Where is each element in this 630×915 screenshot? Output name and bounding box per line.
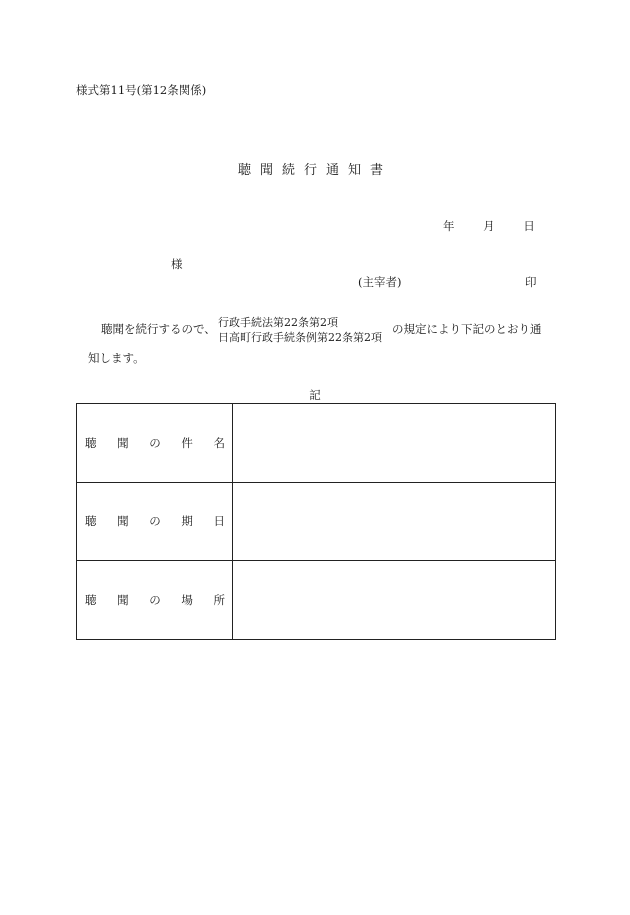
value-hearing-place[interactable] bbox=[233, 561, 556, 640]
host-label: (主宰者) bbox=[358, 275, 402, 289]
date-line bbox=[443, 218, 535, 234]
law-option-national: 行政手続法第22条第2項 bbox=[218, 316, 338, 329]
label-char: 場 bbox=[181, 593, 193, 608]
label-char: 聴 bbox=[85, 593, 97, 608]
value-hearing-subject[interactable] bbox=[233, 404, 556, 483]
document-title: 聴聞続行通知書 bbox=[237, 163, 392, 178]
addressee-honorific: 様 bbox=[171, 257, 183, 271]
label-char: 聞 bbox=[117, 593, 129, 608]
label-char: 聴 bbox=[85, 435, 97, 450]
label-char: 聴 bbox=[85, 514, 97, 529]
body-text-suffix: の規定により下記のとおり通 bbox=[392, 322, 542, 336]
table-row-hearing-place bbox=[77, 561, 556, 640]
seal-mark: 印 bbox=[525, 275, 537, 289]
date-month-label: 月 bbox=[483, 219, 495, 233]
body-text-prefix: 聴聞を続行するので、 bbox=[101, 322, 216, 336]
label-char: 所 bbox=[213, 593, 225, 608]
label-char: 件 bbox=[181, 435, 193, 450]
label-char: の bbox=[149, 514, 161, 529]
label-char: の bbox=[149, 593, 161, 608]
label-hearing-date bbox=[77, 482, 233, 561]
label-hearing-place bbox=[77, 561, 233, 640]
form-number: 様式第11号(第12条関係) bbox=[76, 83, 207, 97]
table-row-hearing-date bbox=[77, 482, 556, 561]
table-row-hearing-subject bbox=[77, 404, 556, 483]
label-char: 期 bbox=[181, 514, 193, 529]
value-hearing-date[interactable] bbox=[233, 482, 556, 561]
date-day-label: 日 bbox=[523, 219, 535, 233]
label-char: の bbox=[149, 435, 161, 450]
label-hearing-subject bbox=[77, 404, 233, 483]
label-char: 聞 bbox=[117, 435, 129, 450]
label-char: 聞 bbox=[117, 514, 129, 529]
record-heading: 記 bbox=[309, 388, 321, 402]
label-char: 名 bbox=[213, 435, 225, 450]
date-year-label: 年 bbox=[443, 219, 455, 233]
body-text-continuation: 知します。 bbox=[88, 351, 145, 365]
hearing-details-table bbox=[76, 403, 556, 640]
label-char: 日 bbox=[213, 514, 225, 529]
law-option-municipal: 日高町行政手続条例第22条第2項 bbox=[218, 331, 382, 344]
